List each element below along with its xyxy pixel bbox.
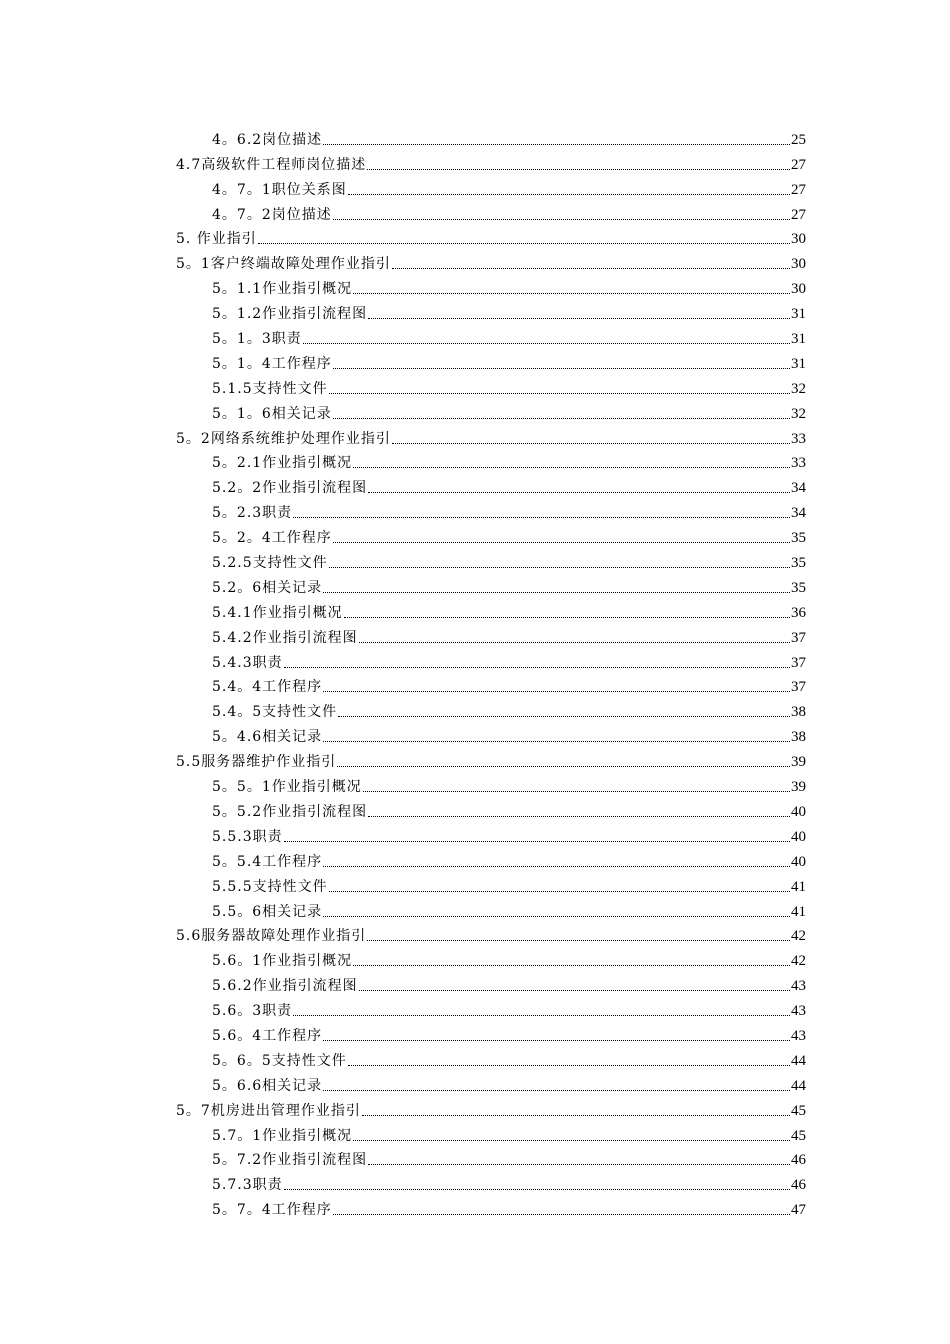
toc-entry-title: 5。6。5支持性文件 <box>212 1052 347 1069</box>
dot-leader <box>329 891 790 892</box>
toc-entry-title: 5.5。6相关记录 <box>212 903 323 920</box>
toc-entry-title: 5。1。6相关记录 <box>212 405 332 422</box>
toc-entry[interactable] <box>176 373 806 398</box>
toc-entry-page-number: 47 <box>791 1202 806 1219</box>
toc-entry-page-number: 25 <box>791 131 806 148</box>
toc-entry-title: 5.4.2作业指引流程图 <box>212 629 358 646</box>
toc-entry[interactable] <box>176 945 806 970</box>
dot-leader <box>323 592 790 593</box>
toc-entry-page-number: 37 <box>791 629 806 646</box>
toc-entry-page-number: 41 <box>791 903 806 920</box>
toc-entry-title: 5.6服务器故障处理作业指引 <box>176 928 367 945</box>
toc-entry-page-number: 30 <box>791 256 806 273</box>
toc-entry-page-number: 30 <box>791 231 806 248</box>
dot-leader <box>293 1015 790 1016</box>
toc-entry[interactable] <box>176 647 806 672</box>
dot-leader <box>359 642 790 643</box>
toc-entry-page-number: 45 <box>791 1102 806 1119</box>
toc-entry-title: 5.4.3职责 <box>212 654 283 671</box>
toc-entry-title: 5.5服务器维护作业指引 <box>176 754 337 771</box>
toc-entry-title: 4。7。2岗位描述 <box>212 206 332 223</box>
toc-entry-title: 5。2。4工作程序 <box>212 530 332 547</box>
toc-entry[interactable] <box>176 472 806 497</box>
dot-leader <box>333 219 790 220</box>
toc-entry-title: 5.4。5支持性文件 <box>212 704 338 721</box>
toc-entry[interactable] <box>176 298 806 323</box>
dot-leader <box>323 866 790 867</box>
dot-leader <box>323 916 790 917</box>
toc-entry-page-number: 27 <box>791 181 806 198</box>
toc-entry-page-number: 30 <box>791 281 806 298</box>
dot-leader <box>333 368 790 369</box>
toc-entry-page-number: 33 <box>791 430 806 447</box>
toc-entry-title: 5.6。3职责 <box>212 1003 293 1020</box>
dot-leader <box>323 1040 790 1041</box>
toc-entry-page-number: 35 <box>791 579 806 596</box>
toc-entry[interactable] <box>176 746 806 771</box>
toc-entry[interactable] <box>176 124 806 149</box>
dot-leader <box>333 418 790 419</box>
dot-leader <box>344 617 790 618</box>
toc-entry-page-number: 27 <box>791 156 806 173</box>
dot-leader <box>284 1189 790 1190</box>
toc-entry[interactable] <box>176 622 806 647</box>
dot-leader <box>284 667 790 668</box>
toc-entry-title: 5.6.2作业指引流程图 <box>212 978 358 995</box>
toc-entry[interactable] <box>176 970 806 995</box>
toc-entry-title: 4。7。1职位关系图 <box>212 181 347 198</box>
toc-entry-title: 5.2。2作业指引流程图 <box>212 480 368 497</box>
toc-entry-page-number: 32 <box>791 380 806 397</box>
toc-entry-page-number: 40 <box>791 803 806 820</box>
toc-entry-title: 5.4。4工作程序 <box>212 679 323 696</box>
toc-entry-title: 5。7机房进出管理作业指引 <box>176 1102 361 1119</box>
toc-entry-page-number: 31 <box>791 355 806 372</box>
toc-entry[interactable] <box>176 1020 806 1045</box>
toc-entry-page-number: 43 <box>791 1003 806 1020</box>
toc-entry[interactable] <box>176 522 806 547</box>
dot-leader <box>353 293 790 294</box>
dot-leader <box>329 393 790 394</box>
toc-entry-title: 5。2.3职责 <box>212 505 293 522</box>
toc-entry-page-number: 35 <box>791 530 806 547</box>
dot-leader <box>367 940 790 941</box>
dot-leader <box>333 1214 790 1215</box>
toc-entry[interactable] <box>176 572 806 597</box>
toc-entry-title: 5.4.1作业指引概况 <box>212 604 343 621</box>
dot-leader <box>368 1164 790 1165</box>
toc-entry-title: 5.7.3职责 <box>212 1177 283 1194</box>
toc-entry[interactable] <box>176 1045 806 1070</box>
dot-leader <box>329 567 790 568</box>
toc-entry-page-number: 42 <box>791 953 806 970</box>
dot-leader <box>323 1090 790 1091</box>
toc-entry-title: 5.5.5支持性文件 <box>212 878 328 895</box>
toc-entry-page-number: 37 <box>791 654 806 671</box>
toc-entry-page-number: 39 <box>791 754 806 771</box>
toc-entry[interactable] <box>176 1095 806 1120</box>
toc-entry-title: 5.2.5支持性文件 <box>212 555 328 572</box>
toc-entry-page-number: 31 <box>791 306 806 323</box>
toc-entry-page-number: 37 <box>791 679 806 696</box>
toc-entry-title: 5.2。6相关记录 <box>212 579 323 596</box>
dot-leader <box>323 691 790 692</box>
toc-entry[interactable] <box>176 921 806 946</box>
toc-entry-title: 5。7.2作业指引流程图 <box>212 1152 368 1169</box>
toc-entry[interactable] <box>176 771 806 796</box>
toc-entry[interactable] <box>176 199 806 224</box>
dot-leader <box>363 791 790 792</box>
toc-entry-title: 5。5.2作业指引流程图 <box>212 803 368 820</box>
toc-entry-title: 5.6。1作业指引概况 <box>212 953 353 970</box>
dot-leader <box>348 194 790 195</box>
toc-entry-page-number: 35 <box>791 555 806 572</box>
toc-entry-page-number: 33 <box>791 455 806 472</box>
dot-leader <box>359 990 790 991</box>
toc-entry[interactable] <box>176 846 806 871</box>
toc-entry-title: 4。6.2岗位描述 <box>212 131 323 148</box>
dot-leader <box>368 318 790 319</box>
toc-entry[interactable] <box>176 672 806 697</box>
toc-entry-page-number: 41 <box>791 878 806 895</box>
table-of-contents <box>176 124 806 1219</box>
toc-entry[interactable] <box>176 796 806 821</box>
toc-entry[interactable] <box>176 597 806 622</box>
dot-leader <box>362 1115 790 1116</box>
toc-entry[interactable] <box>176 821 806 846</box>
toc-entry[interactable] <box>176 896 806 921</box>
toc-entry-title: 4.7高级软件工程师岗位描述 <box>176 156 367 173</box>
toc-entry[interactable] <box>176 348 806 373</box>
toc-entry[interactable] <box>176 224 806 249</box>
dot-leader <box>353 467 790 468</box>
toc-entry-page-number: 46 <box>791 1152 806 1169</box>
dot-leader <box>303 343 790 344</box>
toc-entry[interactable] <box>176 696 806 721</box>
toc-entry-page-number: 43 <box>791 1027 806 1044</box>
toc-entry[interactable] <box>176 323 806 348</box>
dot-leader <box>392 268 790 269</box>
toc-entry-page-number: 39 <box>791 779 806 796</box>
toc-entry[interactable] <box>176 871 806 896</box>
toc-entry[interactable] <box>176 995 806 1020</box>
toc-entry[interactable] <box>176 1194 806 1219</box>
toc-entry[interactable] <box>176 398 806 423</box>
toc-entry-title: 5。1。3职责 <box>212 331 302 348</box>
toc-entry[interactable] <box>176 721 806 746</box>
toc-entry-title: 5. 作业指引 <box>176 231 257 248</box>
toc-entry-title: 5。2.1作业指引概况 <box>212 455 353 472</box>
dot-leader <box>333 542 790 543</box>
toc-entry-page-number: 42 <box>791 928 806 945</box>
toc-entry-title: 5。5.4工作程序 <box>212 853 323 870</box>
dot-leader <box>368 492 790 493</box>
toc-entry-title: 5.7。1作业指引概况 <box>212 1127 353 1144</box>
toc-entry[interactable] <box>176 1145 806 1170</box>
toc-entry[interactable] <box>176 497 806 522</box>
toc-entry[interactable] <box>176 1169 806 1194</box>
toc-entry[interactable] <box>176 448 806 473</box>
toc-entry-page-number: 45 <box>791 1127 806 1144</box>
toc-entry-page-number: 36 <box>791 604 806 621</box>
toc-entry-page-number: 32 <box>791 405 806 422</box>
toc-entry-title: 5.6。4工作程序 <box>212 1027 323 1044</box>
dot-leader <box>258 243 790 244</box>
toc-entry-title: 5.1.5支持性文件 <box>212 380 328 397</box>
dot-leader <box>337 766 790 767</box>
toc-entry-title: 5。2网络系统维护处理作业指引 <box>176 430 391 447</box>
toc-entry-page-number: 44 <box>791 1077 806 1094</box>
dot-leader <box>323 741 790 742</box>
toc-entry-title: 5。4.6相关记录 <box>212 729 323 746</box>
toc-entry-page-number: 34 <box>791 480 806 497</box>
toc-entry[interactable] <box>176 547 806 572</box>
toc-entry-page-number: 40 <box>791 853 806 870</box>
dot-leader <box>367 169 790 170</box>
toc-entry-page-number: 38 <box>791 729 806 746</box>
dot-leader <box>348 1065 790 1066</box>
toc-entry[interactable] <box>176 273 806 298</box>
toc-entry-page-number: 46 <box>791 1177 806 1194</box>
dot-leader <box>353 1140 790 1141</box>
toc-entry-page-number: 34 <box>791 505 806 522</box>
dot-leader <box>338 716 790 717</box>
toc-entry[interactable] <box>176 1070 806 1095</box>
toc-entry-page-number: 31 <box>791 331 806 348</box>
toc-entry-title: 5.5.3职责 <box>212 828 283 845</box>
toc-entry-title: 5。6.6相关记录 <box>212 1077 323 1094</box>
toc-entry[interactable] <box>176 248 806 273</box>
toc-entry-page-number: 43 <box>791 978 806 995</box>
dot-leader <box>392 443 790 444</box>
toc-entry-page-number: 27 <box>791 206 806 223</box>
toc-entry-title: 5。7。4工作程序 <box>212 1202 332 1219</box>
toc-entry-page-number: 44 <box>791 1052 806 1069</box>
dot-leader <box>368 816 790 817</box>
dot-leader <box>323 144 790 145</box>
toc-entry-page-number: 38 <box>791 704 806 721</box>
dot-leader <box>293 517 790 518</box>
toc-entry-title: 5。5。1作业指引概况 <box>212 779 362 796</box>
toc-entry[interactable] <box>176 1120 806 1145</box>
toc-entry[interactable] <box>176 423 806 448</box>
toc-entry[interactable] <box>176 149 806 174</box>
dot-leader <box>284 841 790 842</box>
toc-entry[interactable] <box>176 174 806 199</box>
toc-entry-title: 5。1.1作业指引概况 <box>212 281 353 298</box>
toc-entry-title: 5。1。4工作程序 <box>212 355 332 372</box>
dot-leader <box>353 965 790 966</box>
toc-entry-title: 5。1.2作业指引流程图 <box>212 306 368 323</box>
toc-entry-page-number: 40 <box>791 828 806 845</box>
toc-entry-title: 5。1客户终端故障处理作业指引 <box>176 256 391 273</box>
